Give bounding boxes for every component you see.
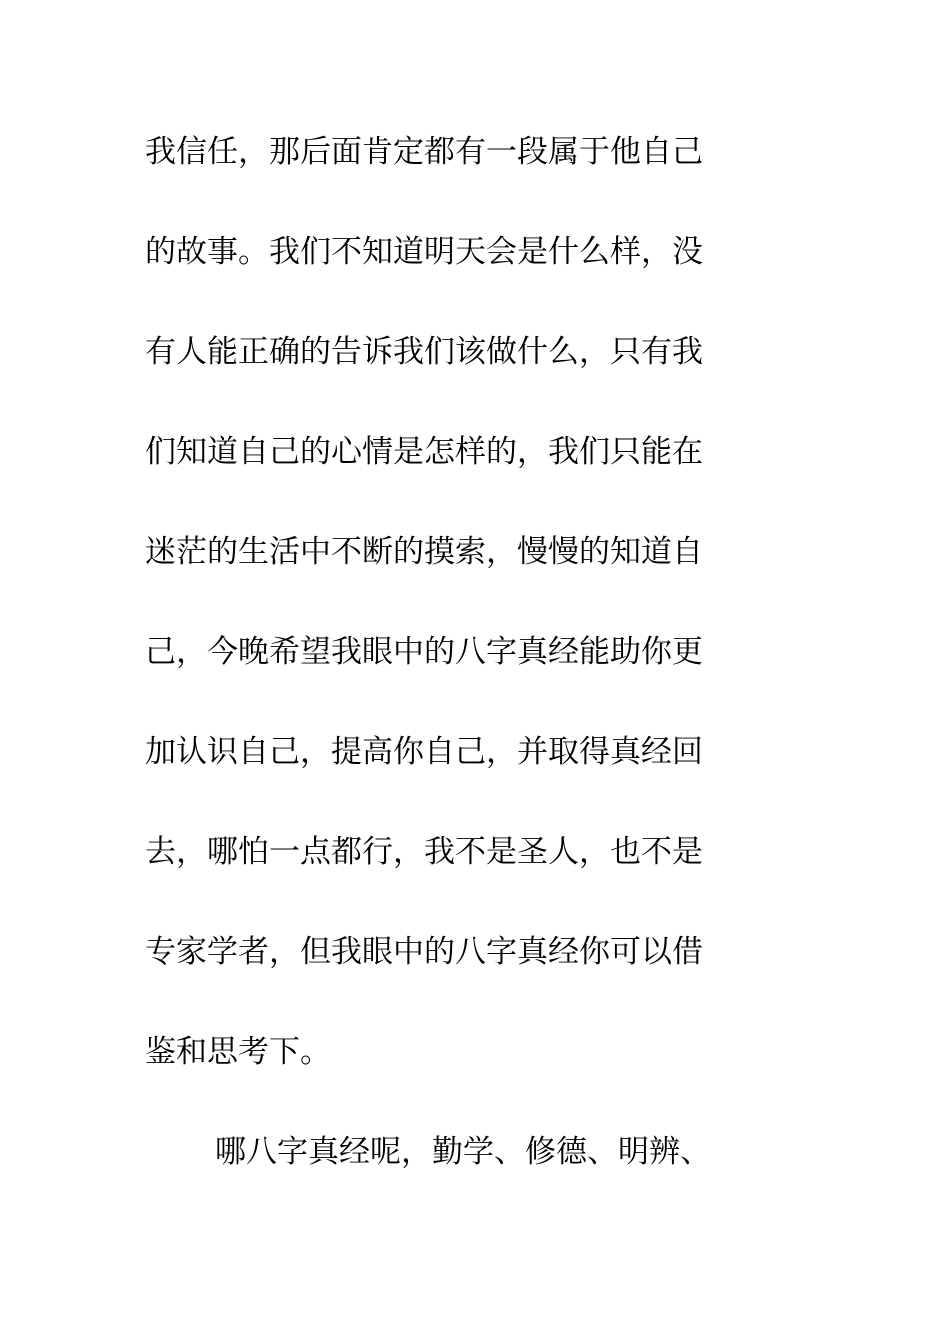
text-line: 去，哪怕一点都行，我不是圣人，也不是 [145,834,703,870]
text-line: 鉴和思考下。 [145,1034,331,1070]
paragraph-start-line: 哪八字真经呢，勤学、修德、明辨、 [215,1134,711,1170]
text-line: 己，今晚希望我眼中的八字真经能助你更 [145,634,703,670]
text-line: 我信任，那后面肯定都有一段属于他自己 [145,134,703,170]
text-line: 们知道自己的心情是怎样的，我们只能在 [145,434,703,470]
text-line: 的故事。我们不知道明天会是什么样，没 [145,234,703,270]
text-line: 加认识自己，提高你自己，并取得真经回 [145,734,703,770]
text-line: 专家学者，但我眼中的八字真经你可以借 [145,934,703,970]
text-line: 迷茫的生活中不断的摸索，慢慢的知道自 [145,534,703,570]
text-line: 有人能正确的告诉我们该做什么，只有我 [145,334,703,370]
